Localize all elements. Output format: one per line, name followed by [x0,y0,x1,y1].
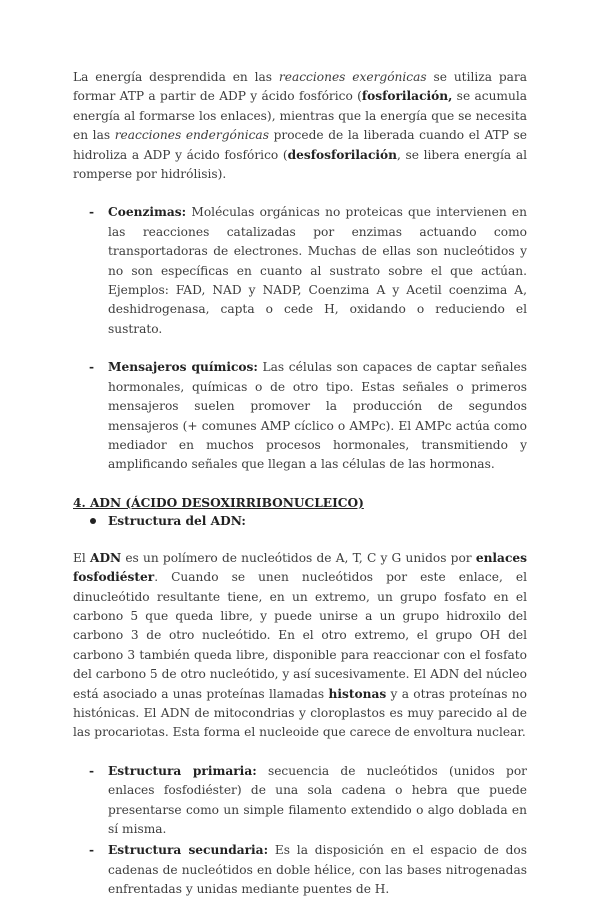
intro-text: se utiliza para formar ATP a partir de ADP y ácido fosfórico ( [73,70,527,104]
definition-mensajeros-ampc: El AMPc actúa como mediador en muchos procesos hormonales, transmitiendo y amplificando señales que llegan a las células de las hormonas. [108,418,527,472]
adn-bold-term: histonas [328,686,387,701]
term-primaria: Estructura primaria: [108,763,257,778]
subsection-bullet [73,512,527,530]
intro-paragraph [73,68,527,184]
intro-text: se acumula energía al formarse los enlaces), mientras que la energía que se necesita en las [73,89,527,143]
definition-secundaria: Es la disposición en el espacio de dos cadenas de nucleótidos en doble hélice, con las bases nitrogenadas enfrentadas y unidas mediante puentes de H. [108,843,527,897]
list-item-mensajeros [73,358,527,474]
biomolecule-list [73,203,527,474]
dash-marker: - [89,843,95,858]
adn-text: y a otras proteínas no histónicas. El ADN de mitocondrias y cloroplastos es muy parecido al de las procariotas. Esta forma el nucleoide que carece de envoltura nuclear. [73,686,527,740]
intro-text: La energía desprendida en las [73,70,279,84]
subsection-title: Estructura del ADN: [108,513,246,528]
dash-marker: - [89,763,95,778]
intro-bold-term: desfosforilación [287,147,397,162]
term-secundaria: Estructura secundaria: [108,843,269,858]
structure-list [73,762,527,900]
definition-coenzimas: Moléculas orgánicas no proteicas que intervienen en las reacciones catalizadas por enzimas actuando como transportadoras de electrones. Muchas de ellas son nucleótidos y no son específicas en cuanto al sustrato sobre el que actúan. Ejemplos: FAD, NAD y NADP, Coenzima A y Acetil coenzima A, deshidrogenasa, capta o cede H, oxidando o reduciendo el sustrato. [108,205,527,336]
adn-bold-term: enlaces fosfodiéster [73,550,527,585]
dash-marker: - [89,205,95,220]
intro-text: procede de la liberada cuando el ATP se hidroliza a ADP y ácido fosfórico ( [73,128,527,162]
term-coenzimas: Coenzimas: [108,205,187,220]
adn-text: El [73,550,90,565]
adn-text: . Cuando se unen nucleótidos por este enlace, el dinucleótido resultante tiene, en un extremo, un grupo fosfato en el carbono 5 que queda libre, y puede unirse a un grupo hidroxilo del carbono 3 de otro nucleótido. En el otro extremo, el grupo OH del carbono 3 también queda libre, disponible para reaccionar con el fosfato del carbono 5 de otro nucleótido, y así sucesivamente. El ADN del núcleo está asociado a unas proteínas llamadas [73,570,527,701]
definition-mensajeros: Las células son capaces de captar señales hormonales, químicas o de otro tipo. Estas señales o primeros mensajeros suelen promover la producción de segundos mensajeros (+ comunes AMP cíclico o AMPc). [108,360,527,433]
term-mensajeros: Mensajeros químicos: [108,360,258,375]
bullet-dot-icon [90,518,96,524]
section-heading: 4. ADN (ÁCIDO DESOXIRRIBONUCLEICO) [73,495,364,510]
adn-paragraph [73,549,527,743]
intro-text: , se libera energía al romperse por hidrólisis). [73,147,527,182]
definition-primaria: secuencia de nucleótidos (unidos por enlaces fosfodiéster) de una sola cadena o hebra que puede presentarse como un simple filamento extendido o algo doblada en sí misma. [108,763,527,836]
list-item-coenzimas [73,203,527,339]
adn-bold-term: ADN [89,550,122,565]
list-item-secundaria [73,841,527,899]
intro-bold-term: fosforilación, [361,89,453,104]
intro-emphasis: reacciones exergónicas [278,70,427,84]
intro-emphasis: reacciones endergónicas [114,128,269,143]
dash-marker: - [89,360,95,375]
adn-text: es un polímero de nucleótidos de A, T, C y G unidos por [121,550,476,565]
list-item-primaria [73,762,527,840]
